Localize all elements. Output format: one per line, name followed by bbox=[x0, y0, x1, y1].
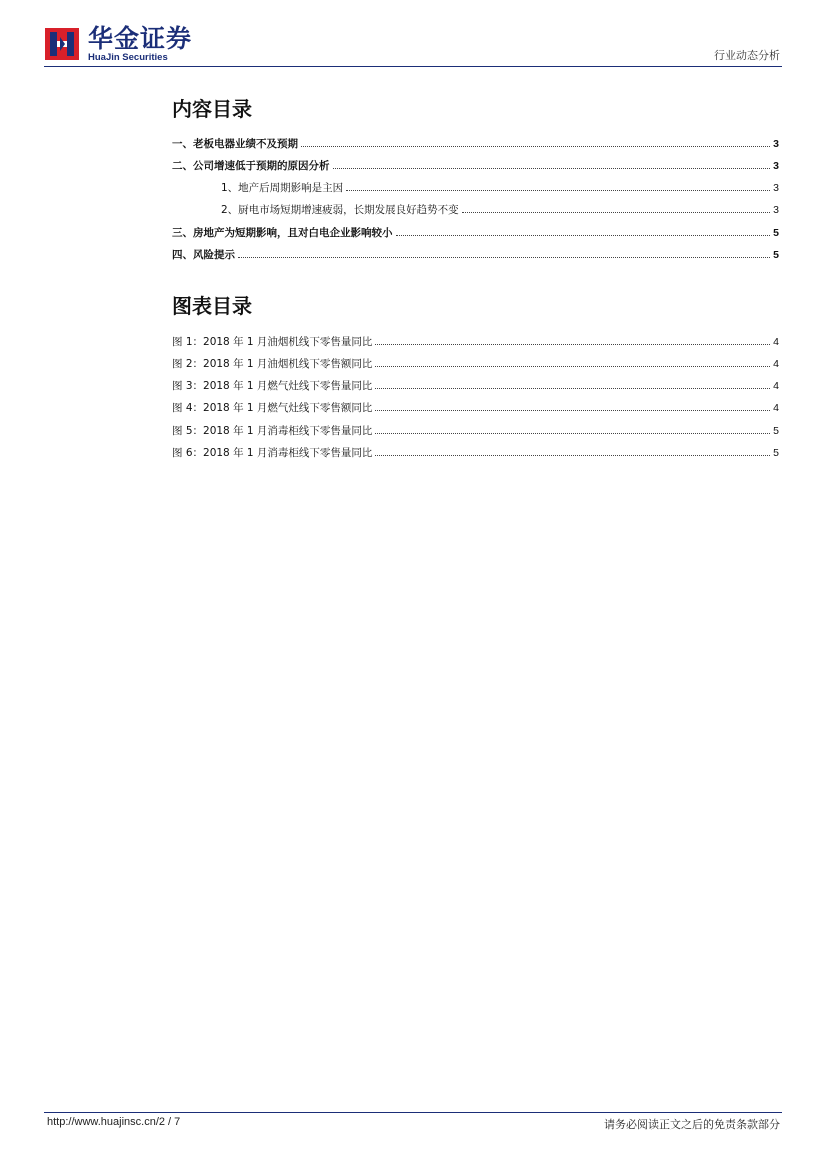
dot-leader bbox=[375, 388, 770, 389]
footer-url-page: http://www.huajinsc.cn/2 / 7 bbox=[47, 1116, 181, 1128]
toc-entry-4[interactable] bbox=[172, 248, 779, 262]
figure-list-title: 图表目录 bbox=[172, 294, 252, 318]
toc-entry-page: 5 bbox=[773, 227, 779, 239]
dot-leader bbox=[375, 366, 770, 367]
toc-entry-page: 3 bbox=[773, 160, 779, 172]
toc-entry-text: 1、地产后周期影响是主因 bbox=[221, 182, 344, 194]
footer-disclaimer: 请务必阅读正文之后的免责条款部分 bbox=[604, 1118, 780, 1131]
figure-entry-page: 4 bbox=[773, 380, 779, 392]
dot-leader bbox=[333, 168, 771, 169]
toc-entry-text: 二、公司增速低于预期的原因分析 bbox=[172, 160, 330, 172]
footer-divider bbox=[44, 1112, 782, 1113]
brand-name-cn: 华金证券 bbox=[88, 24, 193, 53]
figure-entry-text: 图 5：2018 年 1 月消毒柜线下零售量同比 bbox=[172, 425, 373, 437]
toc-entry-2[interactable] bbox=[172, 159, 779, 173]
toc-entry-page: 3 bbox=[773, 138, 779, 150]
toc-entry-2-2[interactable] bbox=[221, 203, 779, 217]
figure-entry-page: 5 bbox=[773, 425, 779, 437]
figure-entry-2[interactable] bbox=[172, 357, 779, 371]
dot-leader bbox=[238, 257, 770, 258]
dot-leader bbox=[462, 212, 770, 213]
dot-leader bbox=[375, 410, 770, 411]
dot-leader bbox=[375, 344, 770, 345]
figure-entry-text: 图 6：2018 年 1 月消毒柜线下零售量同比 bbox=[172, 447, 373, 459]
toc-entry-page: 3 bbox=[773, 204, 779, 216]
toc-entry-text: 三、房地产为短期影响，且对白电企业影响较小 bbox=[172, 227, 393, 239]
figure-entry-6[interactable] bbox=[172, 446, 779, 460]
dot-leader bbox=[396, 235, 771, 236]
toc-entry-text: 四、风险提示 bbox=[172, 249, 235, 261]
toc-entry-text: 2、厨电市场短期增速疲弱，长期发展良好趋势不变 bbox=[221, 204, 459, 216]
dot-leader bbox=[346, 190, 770, 191]
dot-leader bbox=[375, 455, 770, 456]
figure-entry-page: 4 bbox=[773, 358, 779, 370]
dot-leader bbox=[375, 433, 770, 434]
header-divider bbox=[44, 66, 782, 67]
toc-entry-page: 3 bbox=[773, 182, 779, 194]
toc-entry-text: 一、老板电器业绩不及预期 bbox=[172, 138, 298, 150]
toc-entry-1[interactable] bbox=[172, 137, 779, 151]
figure-entry-4[interactable] bbox=[172, 401, 779, 415]
figure-entry-text: 图 3：2018 年 1 月燃气灶线下零售量同比 bbox=[172, 380, 373, 392]
toc-entry-3[interactable] bbox=[172, 226, 779, 240]
figure-entry-page: 5 bbox=[773, 447, 779, 459]
brand-name-en: HuaJin Securities bbox=[88, 52, 168, 63]
figure-entry-page: 4 bbox=[773, 402, 779, 414]
figure-entry-text: 图 2：2018 年 1 月油烟机线下零售额同比 bbox=[172, 358, 373, 370]
dot-leader bbox=[301, 146, 770, 147]
huajin-logo-icon bbox=[45, 28, 79, 60]
page-header bbox=[0, 0, 827, 68]
figure-entry-page: 4 bbox=[773, 336, 779, 348]
figure-entry-3[interactable] bbox=[172, 379, 779, 393]
toc-entry-page: 5 bbox=[773, 249, 779, 261]
toc-title: 内容目录 bbox=[172, 97, 252, 121]
report-type-label: 行业动态分析 bbox=[714, 49, 780, 62]
figure-entry-1[interactable] bbox=[172, 335, 779, 349]
figure-entry-5[interactable] bbox=[172, 424, 779, 438]
figure-entry-text: 图 1：2018 年 1 月油烟机线下零售量同比 bbox=[172, 336, 373, 348]
figure-entry-text: 图 4：2018 年 1 月燃气灶线下零售额同比 bbox=[172, 402, 373, 414]
toc-entry-2-1[interactable] bbox=[221, 181, 779, 195]
